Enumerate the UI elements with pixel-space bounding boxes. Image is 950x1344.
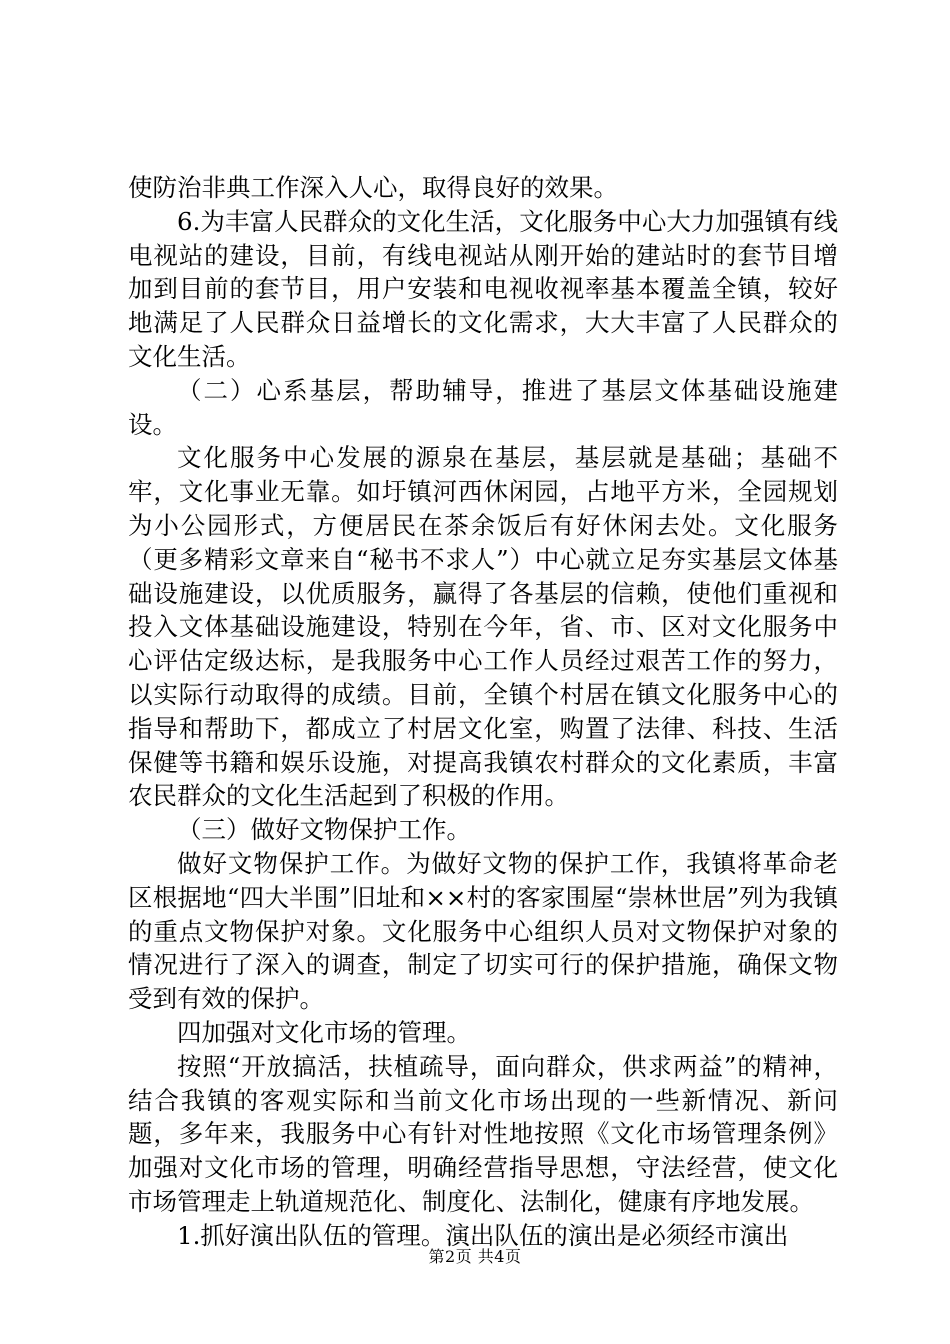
paragraph-market: 按照“开放搞活，扶植疏导，面向群众，供求两益”的精神，结合我镇的客观实际和当前文化市场出现的一些新情况、新问题，多年来，我服务中心有针对性地按照《文化市场管理条例》加强对文化市场的管理，明确经营指导思想，守法经营，使文化市场管理走上轨道规范化、制度化、法制化，健康有序地发展。 [128,1051,838,1216]
paragraph-item-1: 1.抓好演出队伍的管理。演出队伍的演出是必须经市演出 [177,1220,789,1250]
section-heading-3: （三）做好文物保护工作。 [177,815,471,845]
page-footer: 第2页 共4页 [428,1247,522,1266]
section-heading-2: （二）心系基层，帮助辅导，推进了基层文体基础设施建设。 [128,375,838,439]
paragraph-grassroots: 文化服务中心发展的源泉在基层，基层就是基础；基础不牢，文化事业无靠。如圩镇河西休闲园，占地平方米，全园规划为小公园形式，方便居民在茶余饭后有好休闲去处。文化服务（更多精彩文章来自“秘书不求人”）中心就立足夯实基层文体基础设施建设，以优质服务，赢得了各基层的信赖，使他们重视和投入文体基础设施建设，特别在今年，省、市、区对文化服务中心评估定级达标，是我服务中心工作人员经过艰苦工作的努力，以实际行动取得的成绩。目前，全镇个村居在镇文化服务中心的指导和帮助下，都成立了村居文化室，购置了法律、科技、生活保健等书籍和娱乐设施，对提高我镇农村群众的文化素质，丰富农民群众的文化生活起到了积极的作用。 [128,443,838,811]
paragraph-heritage: 做好文物保护工作。为做好文物的保护工作，我镇将革命老区根据地“四大半围”旧址和××村的客家围屋“崇林世居”列为我镇的重点文物保护对象。文化服务中心组织人员对文物保护对象的情况进行了深入的调查，制定了切实可行的保护措施，确保文物受到有效的保护。 [128,848,838,1014]
paragraph-item-6: 6.为丰富人民群众的文化生活，文化服务中心大力加强镇有线电视站的建设，目前，有线电视站从刚开始的建站时的套节目增加到目前的套节目，用户安装和电视收视率基本覆盖全镇，较好地满足了人民群众日益增长的文化需求，大大丰富了人民群众的文化生活。 [128,206,838,371]
paragraph-continuation: 使防治非典工作深入人心，取得良好的效果。 [128,173,618,202]
body-text [128,171,838,1253]
section-heading-4: 四加强对文化市场的管理。 [177,1017,471,1047]
